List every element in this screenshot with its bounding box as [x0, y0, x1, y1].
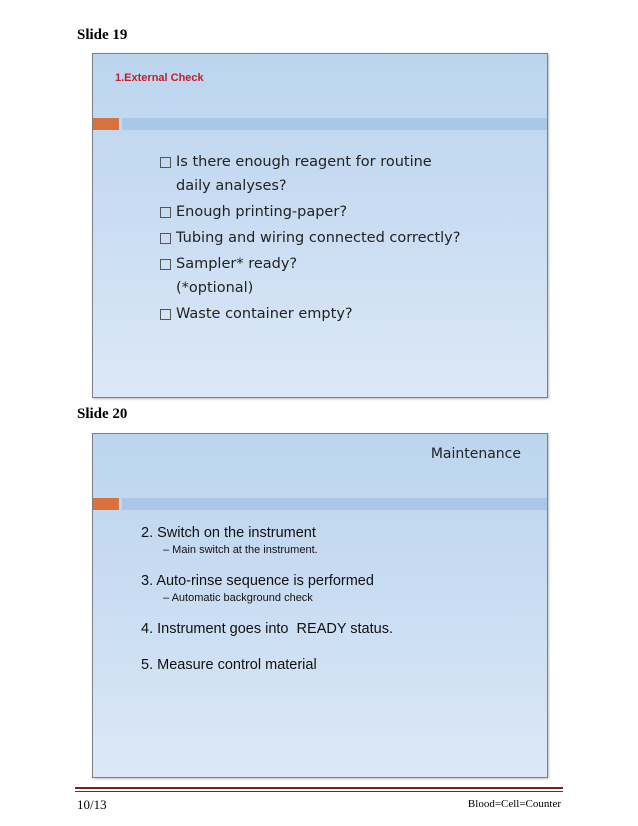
checklist [160, 150, 540, 328]
footer-rule [75, 791, 563, 792]
list-item [160, 150, 540, 198]
step-label: 4. Instrument goes into READY status. [141, 621, 393, 637]
step-subpoint: – Automatic background check [163, 592, 313, 604]
slide-title: 1.External Check [115, 72, 204, 84]
accent-bar [93, 498, 547, 510]
checkbox-bullet-icon [160, 157, 171, 168]
accent-orange-block [93, 118, 119, 130]
step-item [141, 656, 521, 674]
accent-blue-band [122, 498, 547, 510]
list-item-line: Enough printing-paper? [176, 204, 348, 220]
document-title: Blood=Cell=Counter [467, 798, 561, 810]
step-label: 2. Switch on the instrument [141, 525, 316, 541]
steps-list [141, 524, 521, 688]
page-number: 10/13 [77, 797, 107, 812]
slide-19-caption: Slide 19 [77, 27, 128, 43]
step-item [141, 620, 521, 638]
list-item [160, 226, 540, 250]
slide-19 [92, 53, 548, 398]
slide-20 [92, 433, 548, 778]
list-item [160, 252, 540, 300]
list-item [160, 302, 540, 326]
list-item-line: (*optional) [176, 280, 254, 296]
step-subpoint: – Main switch at the instrument. [163, 544, 318, 556]
step-item [141, 524, 521, 558]
accent-bar [93, 118, 547, 130]
list-item-line: Tubing and wiring connected correctly? [176, 230, 461, 246]
footer-rule [75, 787, 563, 789]
list-item-line: Sampler* ready? [176, 256, 298, 272]
checkbox-bullet-icon [160, 309, 171, 320]
list-item [160, 200, 540, 224]
checkbox-bullet-icon [160, 259, 171, 270]
checkbox-bullet-icon [160, 207, 171, 218]
step-label: 3. Auto-rinse sequence is performed [141, 573, 374, 589]
accent-orange-block [93, 498, 119, 510]
slide-20-caption: Slide 20 [77, 406, 128, 422]
checkbox-bullet-icon [160, 233, 171, 244]
step-label: 5. Measure control material [141, 657, 317, 673]
step-item [141, 572, 521, 606]
list-item-line: Is there enough reagent for routine [176, 154, 432, 170]
accent-blue-band [122, 118, 547, 130]
list-item-line: daily analyses? [176, 178, 287, 194]
list-item-line: Waste container empty? [176, 306, 353, 322]
slide-title: Maintenance [430, 446, 521, 462]
